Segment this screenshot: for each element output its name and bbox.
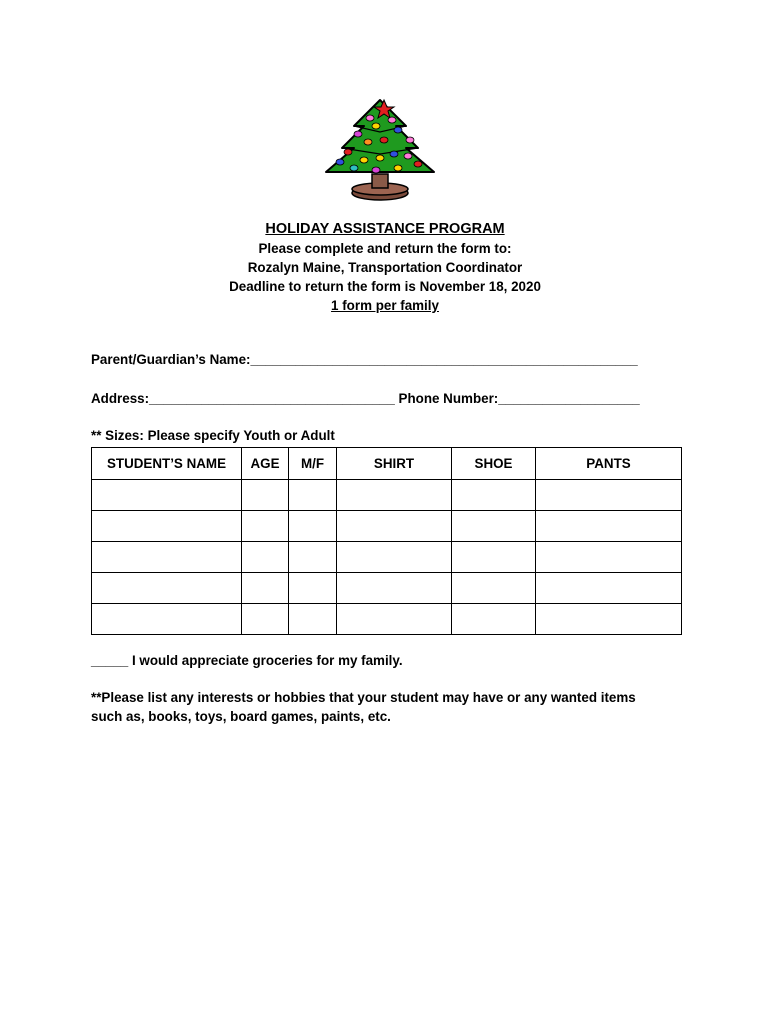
interests-line: such as, books, toys, board games, paints, etc.	[91, 709, 391, 724]
address-row	[91, 391, 640, 406]
table-cell[interactable]	[92, 542, 242, 573]
table-row	[92, 542, 682, 573]
column-header-shirt: SHIRT	[337, 448, 452, 480]
table-cell[interactable]	[452, 604, 536, 635]
column-header-pants: PANTS	[536, 448, 682, 480]
column-header-shoe: SHOE	[452, 448, 536, 480]
address-field[interactable]: Address:_________________________________	[91, 391, 395, 406]
table-cell[interactable]	[92, 604, 242, 635]
phone-field[interactable]: Phone Number:___________________	[398, 391, 640, 406]
table-cell[interactable]	[289, 604, 337, 635]
table-cell[interactable]	[337, 573, 452, 604]
table-cell[interactable]	[536, 573, 682, 604]
groceries-option[interactable]: _____ I would appreciate groceries for my family.	[91, 653, 403, 668]
table-cell[interactable]	[242, 511, 289, 542]
table-row	[92, 480, 682, 511]
table-cell[interactable]	[452, 542, 536, 573]
family-limit: 1 form per family	[331, 298, 439, 313]
christmas-tree-icon	[318, 96, 442, 206]
table-row	[92, 573, 682, 604]
table-cell[interactable]	[242, 542, 289, 573]
student-sizes-table	[91, 447, 682, 635]
table-cell[interactable]	[452, 511, 536, 542]
table-cell[interactable]	[92, 573, 242, 604]
table-cell[interactable]	[289, 480, 337, 511]
table-cell[interactable]	[337, 511, 452, 542]
table-cell[interactable]	[337, 542, 452, 573]
table-cell[interactable]	[536, 511, 682, 542]
table-cell[interactable]	[242, 480, 289, 511]
table-cell[interactable]	[242, 604, 289, 635]
table-cell[interactable]	[289, 573, 337, 604]
return-instruction: Please complete and return the form to:	[258, 241, 512, 256]
table-cell[interactable]	[337, 480, 452, 511]
column-header-student-name: STUDENT’S NAME	[92, 448, 242, 480]
interests-line: **Please list any interests or hobbies that your student may have or any wanted items	[91, 690, 636, 705]
table-row	[92, 604, 682, 635]
form-header	[0, 220, 770, 315]
coordinator-contact: Rozalyn Maine, Transportation Coordinator	[247, 260, 523, 275]
parent-name-field[interactable]: Parent/Guardian’s Name:____________________________________________________	[91, 352, 638, 367]
table-cell[interactable]	[536, 604, 682, 635]
table-cell[interactable]	[92, 511, 242, 542]
table-cell[interactable]	[337, 604, 452, 635]
interests-request	[91, 688, 636, 726]
deadline-text: Deadline to return the form is November 18, 2020	[229, 279, 541, 294]
form-title: HOLIDAY ASSISTANCE PROGRAM	[265, 221, 505, 237]
column-header-gender: M/F	[289, 448, 337, 480]
table-cell[interactable]	[289, 542, 337, 573]
table-cell[interactable]	[536, 542, 682, 573]
table-cell[interactable]	[242, 573, 289, 604]
table-cell[interactable]	[289, 511, 337, 542]
table-row	[92, 511, 682, 542]
table-cell[interactable]	[536, 480, 682, 511]
table-header-row	[92, 448, 682, 480]
table-cell[interactable]	[452, 573, 536, 604]
column-header-age: AGE	[242, 448, 289, 480]
sizes-note: ** Sizes: Please specify Youth or Adult	[91, 428, 335, 443]
table-cell[interactable]	[452, 480, 536, 511]
table-cell[interactable]	[92, 480, 242, 511]
